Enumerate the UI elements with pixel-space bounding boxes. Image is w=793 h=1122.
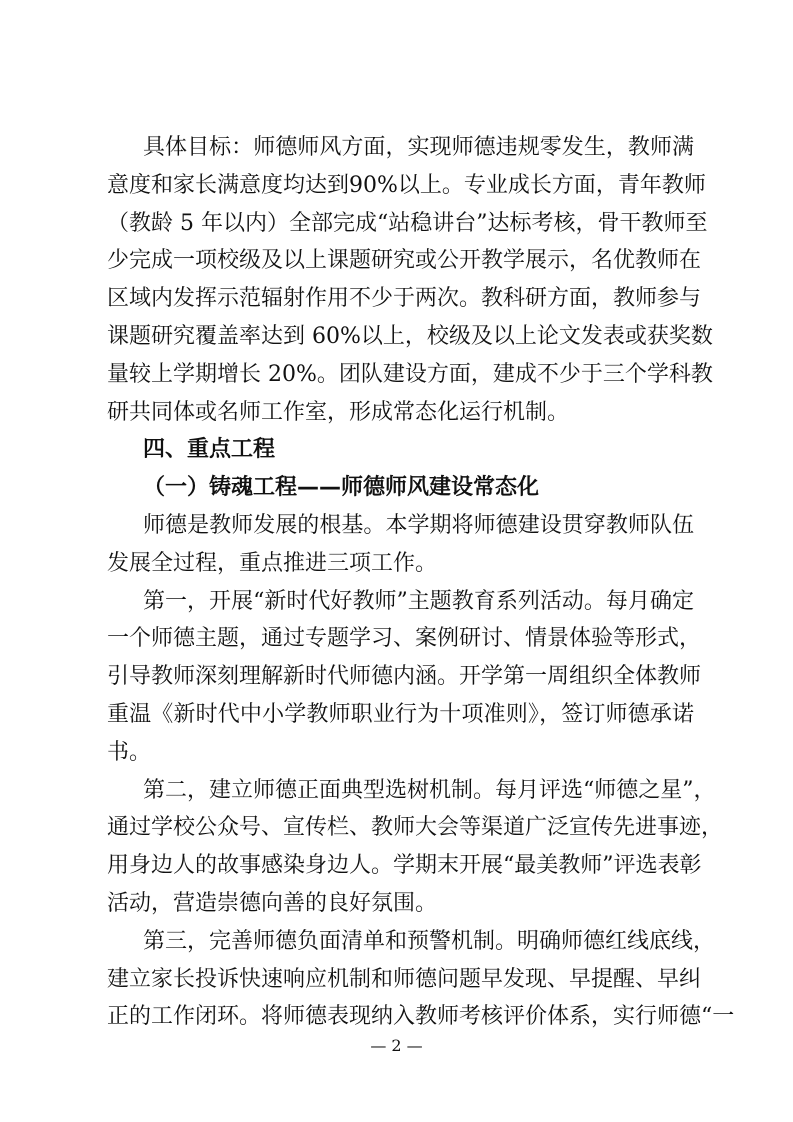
text-line: （教龄 5 年以内）全部完成“站稳讲台”达标考核，骨干教师至: [107, 210, 708, 236]
paragraph: [107, 507, 694, 583]
text-line: 量较上学期增长 20%。团队建设方面，建成不少于三个学科教: [107, 361, 713, 387]
section-heading: [107, 469, 694, 507]
text-line: 四、重点工程: [143, 437, 276, 463]
text-line: 引导教师深刻理解新时代师德内涵。开学第一周组织全体教师: [107, 664, 702, 690]
document-body: [107, 129, 735, 1036]
text-line: 研共同体或名师工作室，形成常态化运行机制。: [107, 399, 570, 425]
text-line: 重温《新时代中小学教师职业行为十项准则》，签订师德承诺: [107, 701, 694, 727]
text-line: （一）铸魂工程——师德师风建设常态化: [143, 475, 540, 501]
text-line: 通过学校公众号、宣传栏、教师大会等渠道广泛宣传先进事迹，: [107, 815, 724, 841]
page-number: — 2 —: [370, 1036, 423, 1055]
text-line: 第二，建立师德正面典型选树机制。每月评选“师德之星”，: [143, 777, 716, 803]
text-line: 意度和家长满意度均达到90%以上。专业成长方面，青年教师: [107, 172, 706, 198]
paragraph: [107, 583, 702, 772]
section-heading: [107, 431, 694, 469]
paragraph: [107, 772, 724, 923]
text-line: 第一，开展“新时代好教师”主题教育系列活动。每月确定: [143, 588, 694, 614]
text-line: 发展全过程，重点推进三项工作。: [107, 550, 438, 576]
text-line: 书。: [107, 739, 152, 765]
paragraph: [107, 923, 735, 1036]
text-line: 建立家长投诉快速响应机制和师德问题早发现、早提醒、早纠: [107, 966, 702, 992]
text-line: 少完成一项校级及以上课题研究或公开教学展示，名优教师在: [107, 248, 702, 274]
text-line: 用身边人的故事感染身边人。学期末开展“最美教师”评选表彰: [107, 853, 702, 879]
text-line: 正的工作闭环。将师德表现纳入教师考核评价体系，实行师德“一: [107, 1004, 735, 1030]
text-line: 师德是教师发展的根基。本学期将师德建设贯穿教师队伍: [143, 512, 694, 538]
text-line: 一个师德主题，通过专题学习、案例研讨、情景体验等形式，: [107, 626, 702, 652]
text-line: 第三，完善师德负面清单和预警机制。明确师德红线底线，: [143, 928, 716, 954]
text-line: 具体目标：师德师风方面，实现师德违规零发生，教师满: [143, 135, 694, 160]
text-line: 课题研究覆盖率达到 60%以上，校级及以上论文发表或获奖数: [107, 323, 713, 349]
text-line: 区域内发挥示范辐射作用不少于两次。教科研方面，教师参与: [107, 286, 702, 312]
text-line: 活动，营造崇德向善的良好氛围。: [107, 890, 438, 916]
paragraph: [107, 129, 713, 431]
